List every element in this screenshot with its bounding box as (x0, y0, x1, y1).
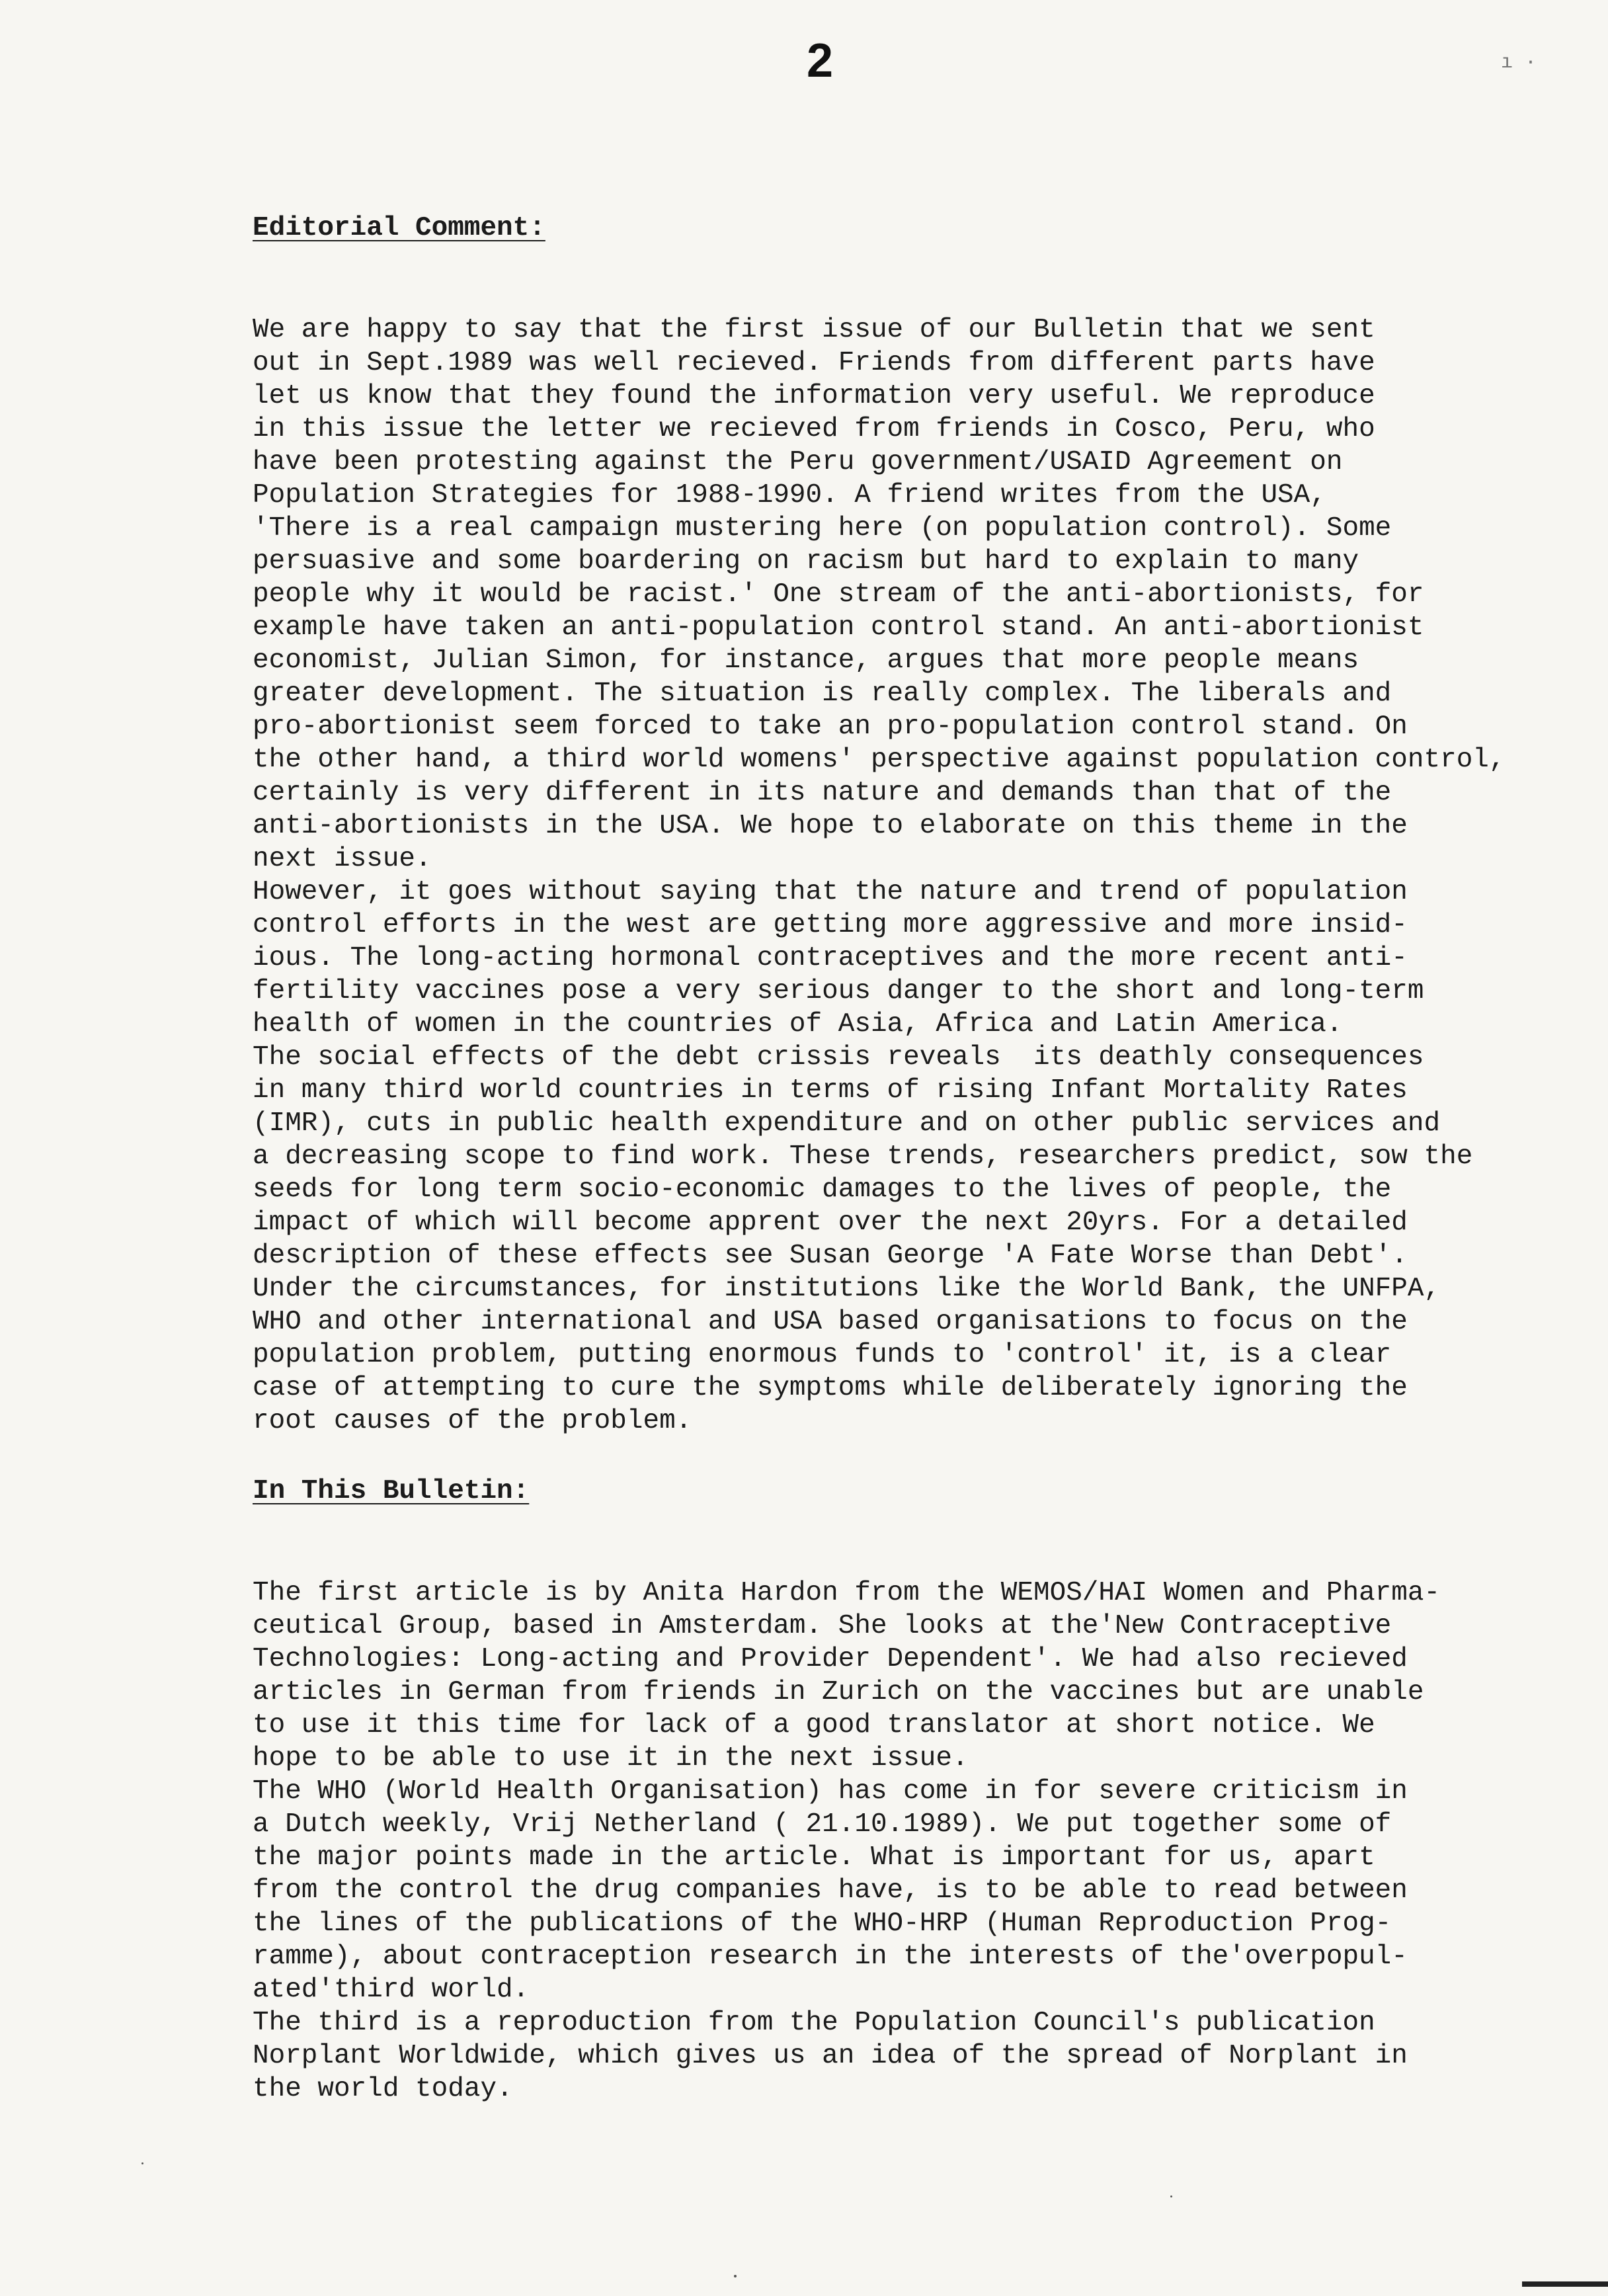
page-number: 2 (806, 34, 834, 87)
bulletin-section (253, 1475, 1502, 2106)
scan-speck (734, 2275, 737, 2277)
scan-speck (1170, 2195, 1172, 2197)
margin-mark: ı · (1501, 52, 1537, 74)
bulletin-paragraph-2: The WHO (World Health Organisation) has come in for severe criticism in a Dutch weekly, Vrij Netherland ( 21.10.1989). We put together some of the major points made in the article. What is important for us, apart from the control the drug companies have, is to be able to read between the lines of the publications of the WHO-HRP (Human Reproduction Prog- ramme), about contraception research in the interests of the'overpopul- ated'third world. (253, 1776, 1408, 2005)
scan-edge-mark (1522, 2281, 1608, 2287)
document-body (253, 212, 1506, 2106)
bulletin-paragraph-3: The third is a reproduction from the Population Council's publication Norplant Worldwide, which gives us an idea of the spread of Norplant in the world today. (253, 2008, 1408, 2104)
editorial-heading: Editorial Comment: (253, 213, 545, 243)
editorial-section (253, 212, 1506, 1438)
scan-speck (141, 2162, 143, 2164)
editorial-paragraph-3: The social effects of the debt crissis reveals its deathly consequences in many third world countries in terms of rising Infant Mortality Rates (IMR), cuts in public health expenditure and on other public services and a decreasing scope to find work. These trends, researchers predict, sow the seeds for long term socio-economic damages to the lives of people, the impact of which will become apprent over the next 20yrs. For a detailed description of these effects see Susan George 'A Fate Worse than Debt'. Under the circumstances, for institutions like the World Bank, the UNFPA, WHO and other international and USA based organisations to focus on the population problem, putting enormous funds to 'control' it, is a clear case of attempting to cure the symptoms while deliberately ignoring the root causes of the problem. (253, 1042, 1473, 1436)
bulletin-heading: In This Bulletin: (253, 1476, 530, 1506)
editorial-paragraph-1: We are happy to say that the first issue of our Bulletin that we sent out in Sept.1989 was well recieved. Friends from different parts have let us know that they found the information very useful. We reproduce in this issue the letter we recieved from friends in Cosco, Peru, who have been protesting against the Peru government/USAID Agreement on Population Strategies for 1988-1990. A friend writes from the USA, 'There is a real campaign mustering here (on population control). Some persuasive and some boardering on racism but hard to explain to many people why it would be racist.' One stream of the anti-abortionists, for example have taken an anti-population control stand. An anti-abortionist economist, Julian Simon, for instance, argues that more people means greater development. The situation is really complex. The liberals and pro-abortionist seem forced to take an pro-population control stand. On the other hand, a third world womens' perspective against population control, certainly is very different in its nature and demands than that of the anti-abortionists in the USA. We hope to elaborate on this theme in the next issue. (253, 315, 1506, 874)
bulletin-paragraph-1: The first article is by Anita Hardon from the WEMOS/HAI Women and Pharma- ceutical Group, based in Amsterdam. She looks at the'New Contraceptive Technologies: Long-acting and Provider Dependent'. We had also recieved articles in German from friends in Zurich on the vaccines but are unable to use it this time for lack of a good translator at short notice. We hope to be able to use it in the next issue. (253, 1578, 1441, 1774)
editorial-paragraph-2: However, it goes without saying that the nature and trend of population control efforts in the west are getting more aggressive and more insid- ious. The long-acting hormonal contraceptives and the more recent anti- fertility vaccines pose a very serious danger to the short and long-term health of women in the countries of Asia, Africa and Latin America. (253, 877, 1424, 1040)
